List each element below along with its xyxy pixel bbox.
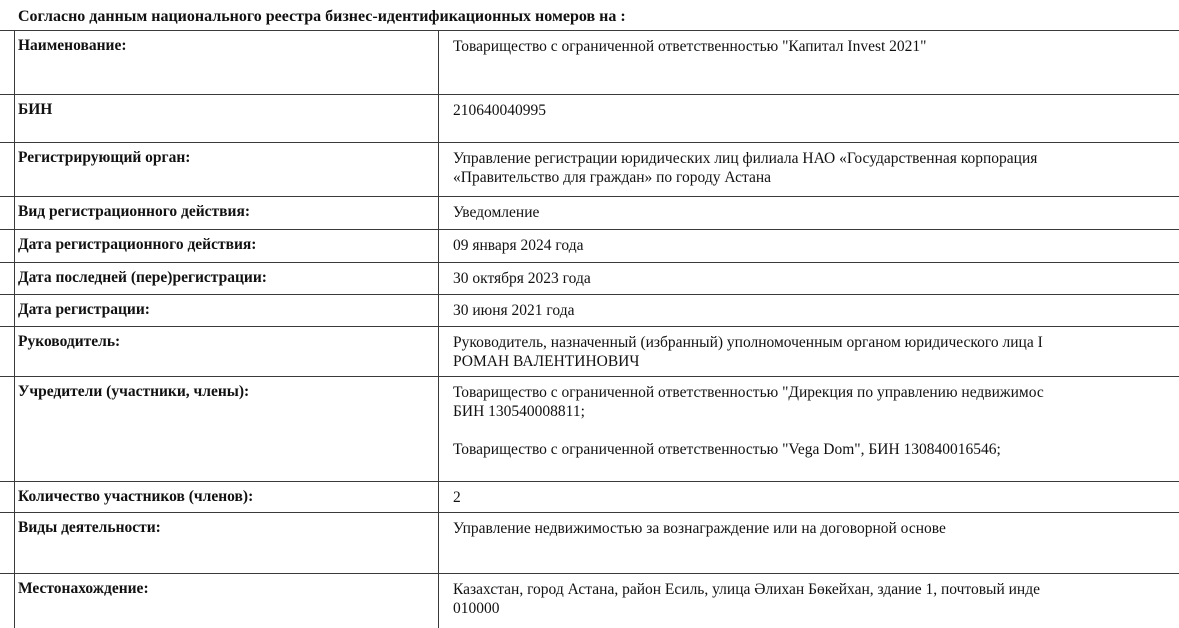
row-value [453, 333, 1179, 371]
value-line: Руководитель, назначенный (избранный) уполномоченным органом юридического лица I [453, 334, 1043, 351]
row-label: Наименование: [18, 37, 127, 54]
value-line: 210640040995 [453, 102, 546, 119]
row-value [453, 383, 1179, 459]
row-label: Дата регистрации: [18, 301, 150, 318]
row-value [453, 149, 1179, 187]
value-line: РОМАН ВАЛЕНТИНОВИЧ [453, 353, 640, 370]
row-value [453, 236, 1179, 255]
value-line: БИН 130540008811; [453, 403, 585, 420]
table-row-last-registration-date [0, 263, 1179, 294]
row-label: Учредители (участники, члены): [18, 383, 250, 400]
row-label: Количество участников (членов): [18, 488, 254, 505]
row-label: Дата регистрационного действия: [18, 236, 257, 253]
row-label: Виды деятельности: [18, 519, 161, 536]
row-label: Дата последней (пере)регистрации: [18, 269, 267, 286]
table-row-location [0, 574, 1179, 628]
row-label: Регистрирующий орган: [18, 149, 191, 166]
table-row-action-date [0, 230, 1179, 262]
table-row-member-count [0, 482, 1179, 512]
value-line: 30 октября 2023 года [453, 270, 591, 287]
value-line: 09 января 2024 года [453, 237, 584, 254]
table-row-registration-date [0, 295, 1179, 326]
table-row-bin [0, 95, 1179, 142]
value-line: 010000 [453, 600, 500, 617]
row-label: Вид регистрационного действия: [18, 203, 251, 220]
table-row-name [0, 31, 1179, 94]
value-line: Товарищество с ограниченной ответственностью "Дирекция по управлению недвижимос [453, 384, 1044, 401]
row-value [453, 101, 1179, 120]
row-label: Руководитель: [18, 333, 121, 350]
row-label: БИН [18, 101, 53, 118]
document-header: Согласно данным национального реестра бизнес-идентификационных номеров на : [18, 8, 626, 25]
paragraph-gap [453, 421, 1179, 440]
value-line: Управление регистрации юридических лиц филиала НАО «Государственная корпорация [453, 150, 1038, 167]
row-value [453, 203, 1179, 222]
table-row-action-type [0, 197, 1179, 229]
row-label: Местонахождение: [18, 580, 149, 597]
row-value [453, 580, 1179, 618]
value-line: 2 [453, 489, 461, 506]
value-line: Товарищество с ограниченной ответственностью "Vega Dom", БИН 130840016546; [453, 441, 1001, 458]
row-value [453, 488, 1179, 507]
row-value [453, 269, 1179, 288]
value-line: 30 июня 2021 года [453, 302, 575, 319]
value-line: Казахстан, город Астана, район Есиль, улица Әлихан Бөкейхан, здание 1, почтовый инде [453, 581, 1040, 598]
value-line: Товарищество с ограниченной ответственностью "Капитал Invest 2021" [453, 38, 927, 55]
row-value [453, 37, 1179, 56]
value-line: Управление недвижимостью за вознаграждение или на договорной основе [453, 520, 946, 537]
table-row-activities [0, 513, 1179, 573]
table-row-registering-authority [0, 143, 1179, 196]
value-line: «Правительство для граждан» по городу Астана [453, 169, 772, 186]
value-line: Уведомление [453, 204, 540, 221]
table-row-founders [0, 377, 1179, 481]
table-row-director [0, 327, 1179, 376]
row-value [453, 519, 1179, 538]
row-value [453, 301, 1179, 320]
